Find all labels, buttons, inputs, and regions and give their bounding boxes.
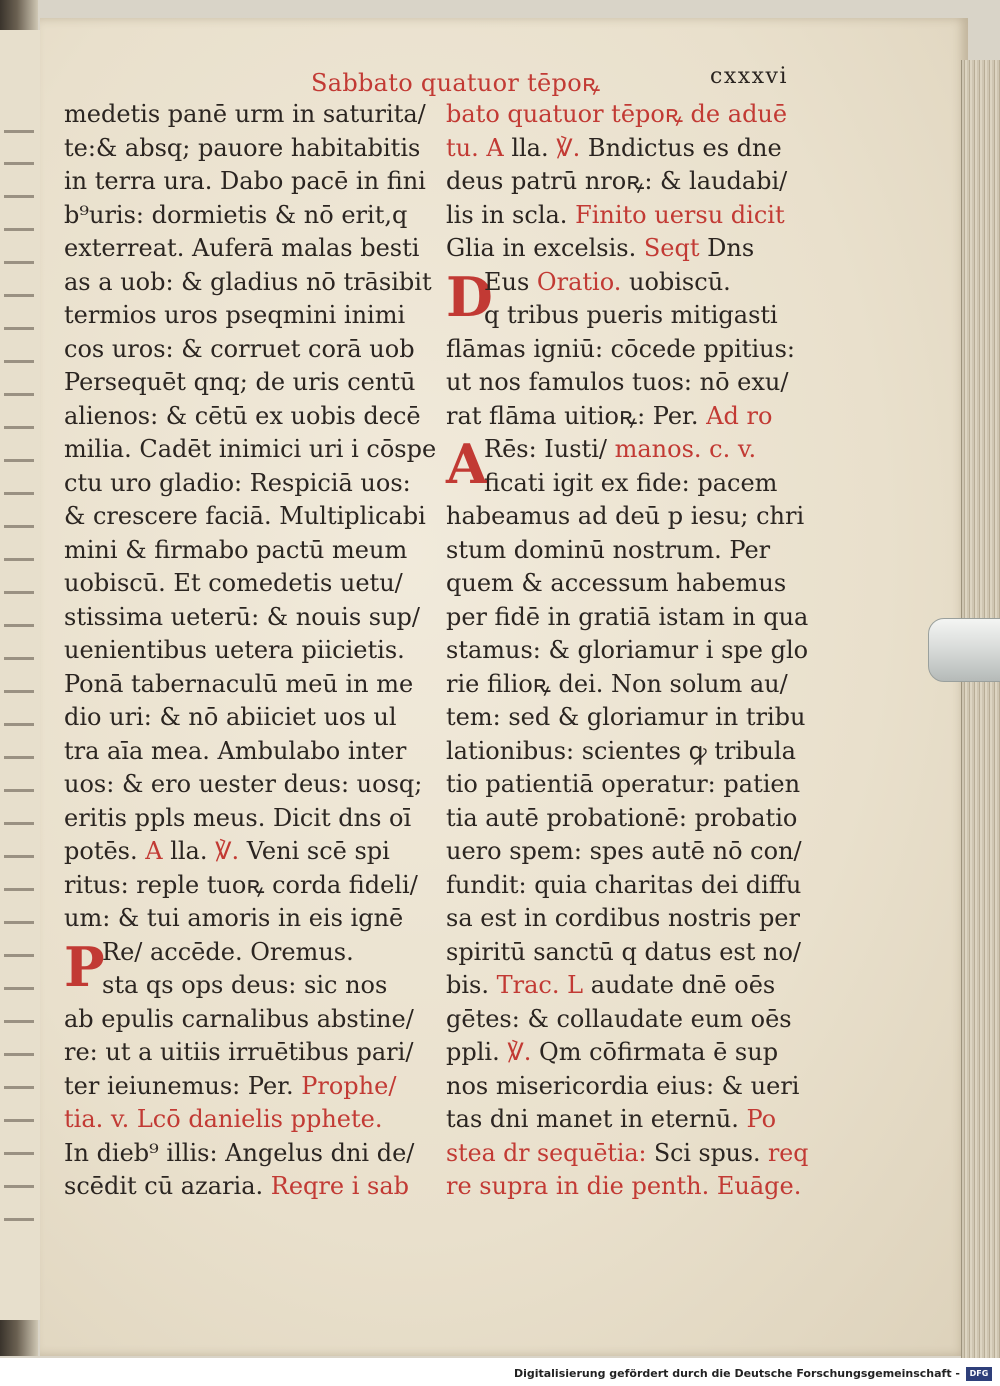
page-edges	[961, 60, 1000, 1370]
body-text: uobiscū.	[621, 267, 731, 296]
rubric-text: A	[486, 133, 504, 162]
text-line	[446, 735, 808, 769]
body-text: lis in scla.	[446, 200, 576, 229]
body-text: flāmas igniū: cōcede ppitius:	[446, 334, 795, 363]
text-line	[64, 1036, 436, 1070]
text-line	[446, 567, 808, 601]
rubric-text: Finito uersu dicit	[575, 200, 785, 229]
body-text: fundit: quia charitas dei diffu	[446, 870, 802, 899]
decorated-initial: D	[446, 264, 493, 329]
rubric-text: stea dr sequētia:	[446, 1138, 655, 1167]
text-line	[64, 98, 436, 132]
text-line	[64, 467, 436, 501]
text-line	[446, 333, 808, 367]
left-text-column	[64, 98, 436, 1204]
rubric-text: A	[145, 837, 163, 865]
body-text: per fidē in gratiā istam in qua	[446, 602, 809, 631]
footer-credit: Digitalisierung gefördert durch die Deutsche Forschungsgemeinschaft -	[513, 1367, 960, 1380]
text-line	[64, 1170, 436, 1204]
body-text: tra aīa mea. Ambulabo inter	[64, 736, 407, 765]
rubric-text: tia. v. Lcō danielis pphete.	[64, 1105, 383, 1133]
body-text: in terra ura. Dabo pacē in fini	[64, 167, 426, 195]
text-line	[64, 735, 436, 769]
text-line	[446, 400, 808, 434]
body-text: uero spem: spes autē nō con/	[446, 837, 802, 865]
rubric-text: Reqre i sab	[270, 1172, 410, 1200]
text-line	[64, 634, 436, 668]
text-line	[64, 132, 436, 166]
text-line	[64, 232, 436, 266]
text-line	[64, 768, 436, 802]
body-text: stum dominū nostrum. Per	[446, 535, 771, 564]
body-text: tas dni manet in eternū.	[446, 1105, 747, 1133]
rubric-text: Ad ro	[706, 401, 773, 430]
body-text: medetis panē urm in saturita/	[64, 100, 426, 128]
text-line	[64, 1070, 436, 1104]
text-line	[446, 1170, 808, 1204]
body-text: tia autē probationē: probatio	[446, 803, 798, 832]
body-text: exterreat. Auferā malas besti	[64, 234, 420, 262]
text-line	[64, 433, 436, 467]
text-line	[446, 835, 808, 869]
text-line	[446, 969, 808, 1003]
rubric-text: ℣.	[507, 1038, 532, 1066]
text-line	[64, 266, 436, 300]
body-text: sta qs ops deus: sic nos	[102, 971, 388, 999]
folio-number: cxxxvi	[710, 64, 789, 89]
body-text: habeamus ad deū p iesu; chri	[446, 502, 805, 530]
body-text: uos: & ero uester deus: uosq;	[64, 770, 423, 798]
body-text: Eus	[484, 267, 537, 296]
body-text: lationibus: scientes ꝙ tribula	[446, 736, 796, 765]
body-text: lla.	[162, 837, 216, 865]
body-text: um: & tui amoris in eis ignē	[64, 904, 404, 932]
body-text: uenientibus uetera piicietis.	[64, 636, 405, 664]
body-text: tem: sed & gloriamur in tribu	[446, 703, 806, 731]
text-line	[446, 132, 808, 166]
body-text: ctu uro gladio: Respiciā uos:	[64, 468, 411, 497]
body-text: ab epulis carnalibus abstine/	[64, 1004, 414, 1033]
rubric-text: Oratio.	[536, 267, 622, 296]
body-text: Qm cōfirmata ē sup	[531, 1038, 779, 1066]
body-text: audate dnē oēs	[583, 971, 776, 999]
text-line	[64, 1103, 436, 1137]
text-line	[64, 701, 436, 735]
rubric-text: Seqt	[643, 234, 700, 262]
body-text: ficati igit ex fide: pacem	[484, 468, 778, 497]
text-line	[446, 534, 808, 568]
running-title: Sabbato quatuor tēpoꝶ	[311, 69, 601, 97]
body-text: re: ut a uitiis irruētibus pari/	[64, 1038, 414, 1066]
text-line	[64, 165, 436, 199]
body-text: Ponā tabernaculū meū in me	[64, 669, 414, 698]
text-line	[446, 1003, 808, 1037]
body-text: In dieb⁹ illis: Angelus dni de/	[64, 1138, 415, 1167]
body-text: milia. Cadēt inimici uri i cōspe	[64, 435, 437, 463]
rubric-text: Po	[746, 1105, 777, 1133]
text-line	[446, 902, 808, 936]
body-text: sa est in cordibus nostris per	[446, 904, 800, 932]
text-line	[446, 1036, 808, 1070]
body-text: ut nos famulos tuos: nō exu/	[446, 368, 789, 396]
text-line	[446, 869, 808, 903]
body-text: rat flāma uitioꝶ: Per.	[446, 401, 707, 430]
body-text: quem & accessum habemus	[446, 569, 787, 597]
decorated-initial: A	[446, 432, 488, 496]
text-line	[64, 835, 436, 869]
body-text: mini & firmabo pactū meum	[64, 535, 408, 564]
body-text: stamus: & gloriamur i spe glo	[446, 636, 809, 664]
body-text: b⁹uris: dormietis & nō erit,q	[64, 200, 408, 229]
text-line	[446, 768, 808, 802]
body-text: ppli.	[446, 1038, 508, 1066]
text-line	[64, 1003, 436, 1037]
body-text: rie filioꝶ dei. Non solum au/	[446, 669, 788, 698]
text-line	[446, 232, 808, 266]
text-line	[446, 467, 808, 501]
rubric-text: ℣.	[215, 837, 240, 865]
text-line	[64, 1137, 436, 1171]
body-text: q tribus pueris mitigasti	[484, 301, 778, 329]
body-text: Sci spus.	[654, 1138, 769, 1167]
body-text: termios uros pseqmini inimi	[64, 301, 406, 329]
text-line	[446, 802, 808, 836]
text-line	[64, 400, 436, 434]
body-text: deus patrū nroꝶ: & laudabi/	[446, 167, 788, 195]
text-line	[64, 366, 436, 400]
text-line	[446, 634, 808, 668]
body-text: uobiscū. Et comedetis uetu/	[64, 569, 403, 597]
body-text: Dns	[699, 234, 755, 262]
text-line	[446, 98, 808, 132]
body-text: gētes: & collaudate eum oēs	[446, 1004, 792, 1033]
rubric-text: Trac. L	[496, 971, 584, 999]
body-text: ter ieiunemus: Per.	[64, 1071, 302, 1100]
text-line	[64, 199, 436, 233]
body-text: bis.	[446, 971, 497, 999]
body-text: ritus: reple tuoꝶ corda fideli/	[64, 870, 418, 899]
text-line	[64, 299, 436, 333]
text-line	[64, 802, 436, 836]
text-line	[446, 701, 808, 735]
text-line	[64, 500, 436, 534]
text-line	[446, 1070, 808, 1104]
text-line	[64, 668, 436, 702]
body-text: potēs.	[64, 837, 146, 865]
text-line	[64, 601, 436, 635]
page-clasp	[928, 618, 1000, 682]
rubric-text: req	[768, 1138, 809, 1167]
body-text: spiritū sanctū q datus est no/	[446, 937, 801, 966]
text-line	[446, 299, 808, 333]
text-line	[64, 534, 436, 568]
rubric-text: ℣.	[556, 133, 581, 162]
body-text: Glia in excelsis.	[446, 234, 644, 262]
body-text: alienos: & cētū ex uobis decē	[64, 401, 421, 430]
text-line	[446, 500, 808, 534]
rubric-text: Prophe/	[301, 1071, 397, 1100]
body-text: tio patientiā operatur: patien	[446, 770, 801, 798]
text-line	[64, 902, 436, 936]
body-text: Persequēt qnq; de uris centū	[64, 368, 416, 396]
body-text: & crescere faciā. Multiplicabi	[64, 502, 426, 530]
body-text: eritis ppls meus. Dicit dns oī	[64, 803, 412, 832]
body-text: cos uros: & corruet corā uob	[64, 334, 415, 363]
text-line	[446, 165, 808, 199]
rubric-text: re supra in die penth. Euāge.	[446, 1172, 802, 1200]
text-line	[446, 1103, 808, 1137]
previous-page-edge	[0, 30, 43, 1320]
body-text: lla.	[503, 133, 557, 162]
body-text: as a uob: & gladius nō trāsibit	[64, 267, 432, 296]
text-line	[446, 668, 808, 702]
dfg-logo: DFG	[966, 1367, 992, 1381]
text-line	[64, 969, 436, 1003]
body-text: nos misericordia eius: & ueri	[446, 1071, 800, 1100]
body-text: dio uri: & nō abiiciet uos ul	[64, 703, 397, 731]
text-line	[446, 601, 807, 635]
text-line	[64, 333, 436, 367]
decorated-initial: P	[64, 934, 105, 999]
text-line	[446, 199, 808, 233]
rubric-text: bato quatuor tēpoꝶ de aduē	[446, 100, 788, 128]
rubric-text: tu.	[446, 133, 487, 162]
text-line	[64, 567, 436, 601]
right-text-column	[446, 98, 808, 1204]
body-text: Rēs: Iusti/	[484, 435, 615, 463]
body-text: Bndictus es dne	[580, 133, 782, 162]
rubric-text: manos. c. v.	[614, 435, 757, 463]
body-text: scēdit cū azaria.	[64, 1172, 271, 1200]
body-text: Re/ accēde. Oremus.	[102, 937, 354, 966]
body-text: te:& absq; pauore habitabitis	[64, 133, 421, 162]
body-text: Veni scē spi	[239, 837, 390, 865]
body-text: stissima ueterū: & nouis sup/	[64, 602, 420, 631]
text-line	[446, 1137, 809, 1171]
text-line	[64, 869, 436, 903]
text-line	[446, 936, 808, 970]
text-line	[446, 366, 808, 400]
